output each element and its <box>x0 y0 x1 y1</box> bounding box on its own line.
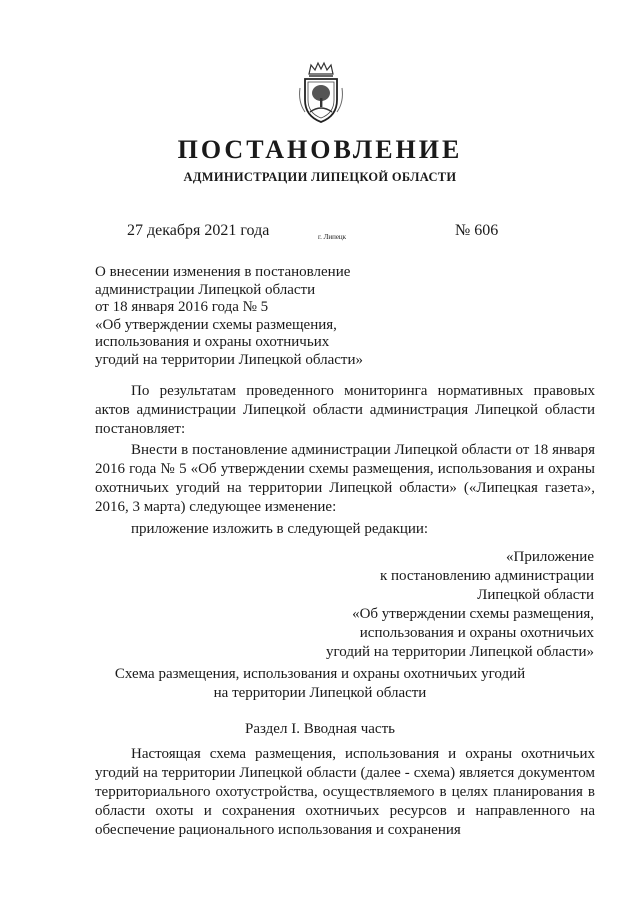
subject-line: угодий на территории Липецкой области» <box>95 351 363 368</box>
body-paragraph: Настоящая схема размещения, использования и охраны охотничьих угодий на территории Липецкой области (далее - схема) является документом территориального охотустройства, осуществляемого в целях планирования в области охоты и сохранения охотничьих ресурсов и направленного на обеспечение рационального использования и сохранения <box>95 746 595 838</box>
scheme-title-line: на территории Липецкой области <box>213 685 427 701</box>
subject-line: «Об утверждении схемы размещения, <box>95 316 337 333</box>
appendix-line: использования и охраны охотничьих <box>359 625 594 641</box>
appendix-line: Липецкой области <box>477 587 594 603</box>
coat-of-arms-icon <box>297 60 345 124</box>
section-title: Раздел I. Вводная часть <box>245 721 395 737</box>
appendix-line: «Приложение <box>505 549 594 565</box>
scheme-title <box>0 665 640 703</box>
document-city: г. Липецк <box>318 233 347 241</box>
appendix-line: угодий на территории Липецкой области» <box>326 644 594 660</box>
body-paragraph: По результатам проведенного мониторинга нормативных правовых актов администрации Липецкой области администрация Липецкой области постановляет: <box>95 383 595 437</box>
body-paragraph: приложение изложить в следующей редакции: <box>131 521 429 537</box>
document-number: № 606 <box>455 222 499 239</box>
subject-line: использования и охраны охотничьих <box>95 334 330 350</box>
appendix-reference <box>326 548 594 662</box>
body-paragraph: Внести в постановление администрации Липецкой области от 18 января 2016 года № 5 «Об утверждении схемы размещения, использования и охраны охотничьих угодий на территории Липецкой области» («Липецкая газета», 2016, 3 марта) следующее изменение: <box>95 442 595 515</box>
scheme-title-line: Схема размещения, использования и охраны охотничьих угодий <box>114 666 526 682</box>
document-date: 27 декабря 2021 года <box>127 222 270 239</box>
subject-line: О внесении изменения в постановление <box>95 264 351 280</box>
document-title: ПОСТАНОВЛЕНИЕ <box>177 135 463 164</box>
subject-line: от 18 января 2016 года № 5 <box>95 299 269 315</box>
appendix-line: к постановлению администрации <box>379 568 594 584</box>
document-subtitle: АДМИНИСТРАЦИИ ЛИПЕЦКОЙ ОБЛАСТИ <box>183 170 457 184</box>
appendix-line: «Об утверждении схемы размещения, <box>352 606 594 622</box>
subject-block <box>95 264 363 369</box>
subject-line: администрации Липецкой области <box>95 281 316 298</box>
